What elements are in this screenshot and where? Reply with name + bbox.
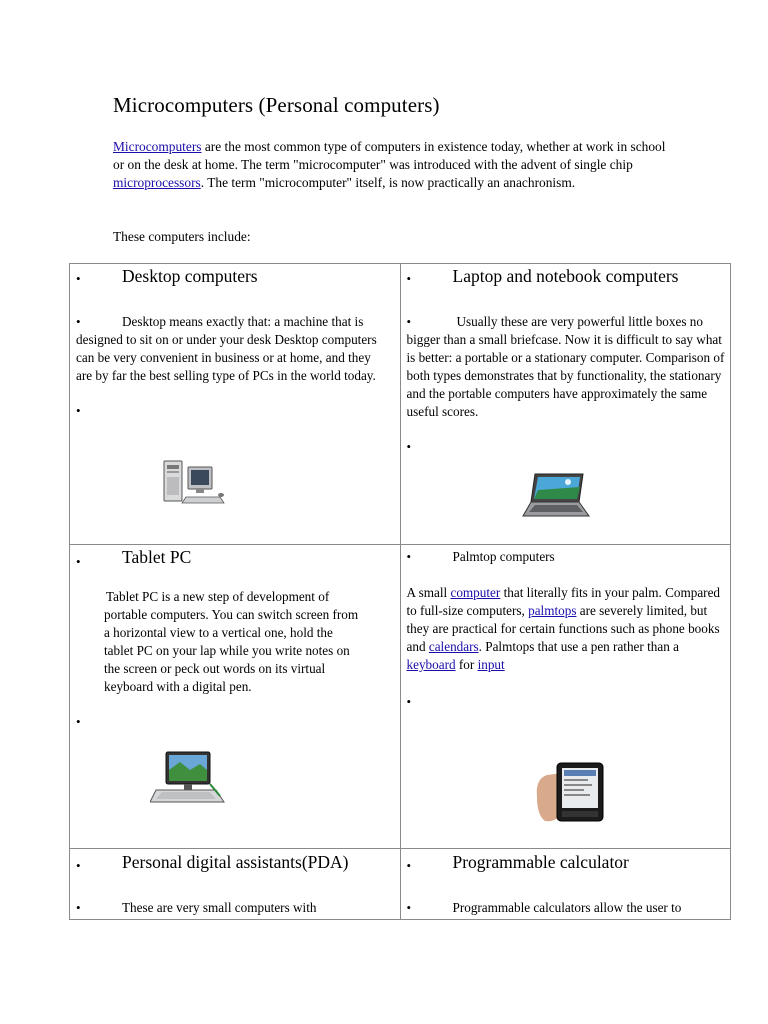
- palmtop-heading: Palmtop computers: [452, 549, 555, 564]
- bullet: •: [406, 271, 412, 286]
- pda-body: These are very small computers with: [122, 900, 317, 915]
- palmtop-text-1: A small: [406, 585, 451, 600]
- microprocessors-link[interactable]: microprocessors: [113, 175, 201, 190]
- palmtop-text-2: that literally fits in your palm. Compared to full-size computers,: [406, 585, 721, 618]
- bullet: •: [76, 554, 81, 569]
- palmtop-image: [533, 757, 613, 827]
- bullet: •: [76, 271, 81, 286]
- bullet: •: [76, 314, 81, 329]
- bullet: •: [76, 403, 81, 418]
- desktop-body: Desktop means exactly that: a machine that is designed to sit on or under your desk Desktop computers can be very convenient in business or at home, and they are by far the best selling type of PCs in the world today.: [76, 314, 377, 383]
- bullet: •: [406, 549, 412, 564]
- cell-palmtop: [400, 545, 731, 849]
- bullet: •: [406, 694, 412, 709]
- computer-link[interactable]: computer: [450, 585, 501, 600]
- bullet: •: [76, 900, 81, 915]
- laptop-image: [521, 472, 591, 520]
- tablet-body: Tablet PC is a new step of development of portable computers. You can switch screen from a horizontal view to a vertical one, hold the tablet PC on your lap while you write notes on the screen or peck out words on its virtual keyboard with a digital pen.: [104, 589, 359, 694]
- pda-heading: Personal digital assistants(PDA): [122, 852, 349, 872]
- intro-text-2: . The term "microcomputer" itself, is now practically an anachronism.: [200, 175, 576, 190]
- bullet: •: [76, 858, 81, 873]
- bullet: •: [406, 314, 412, 329]
- bullet: •: [406, 439, 412, 454]
- intro-paragraph: [113, 138, 673, 192]
- include-text: These computers include:: [113, 229, 251, 244]
- tablet-pc-image: [150, 750, 226, 808]
- laptop-body: Usually these are very powerful little boxes no bigger than a small briefcase. Now it is difficult to say what is better: a portable or a stationary computer. Comparison of both types demonstrates that by functionality, the stationary and the portable computers have approximately the same useful scores.: [406, 314, 725, 419]
- calculator-heading: Programmable calculator: [452, 852, 629, 872]
- palmtops-link[interactable]: palmtops: [528, 603, 577, 618]
- palmtop-text-4: . Palmtops that use a pen rather than a: [478, 639, 679, 654]
- keyboard-link[interactable]: keyboard: [406, 657, 456, 672]
- bullet: •: [406, 900, 412, 915]
- computer-types-table: [69, 263, 731, 920]
- cell-laptop: [400, 264, 731, 545]
- bullet: •: [76, 714, 81, 729]
- calendars-link[interactable]: calendars: [428, 639, 479, 654]
- cell-pda: [70, 849, 401, 920]
- page-title: Microcomputers (Personal computers): [113, 93, 440, 117]
- desktop-heading: Desktop computers: [122, 266, 258, 286]
- tablet-heading: Tablet PC: [122, 547, 192, 567]
- intro-text-1: are the most common type of computers in existence today, whether at work in school or on the desk at home. The term "microcomputer" was introduced with the advent of single chip: [113, 139, 666, 172]
- input-link[interactable]: input: [477, 657, 505, 672]
- cell-desktop: [70, 264, 401, 545]
- palmtop-text-3: are severely limited, but they are practical for certain functions such as phone books and: [406, 603, 720, 654]
- palmtop-text-5: for: [455, 657, 478, 672]
- calculator-body: Programmable calculators allow the user to: [452, 900, 682, 915]
- desktop-computer-image: [162, 457, 226, 505]
- cell-calculator: [400, 849, 731, 920]
- bullet: •: [406, 858, 412, 873]
- microcomputers-link[interactable]: Microcomputers: [113, 139, 202, 154]
- cell-tablet: [70, 545, 401, 849]
- palmtop-body: [407, 584, 725, 674]
- laptop-heading: Laptop and notebook computers: [452, 266, 679, 286]
